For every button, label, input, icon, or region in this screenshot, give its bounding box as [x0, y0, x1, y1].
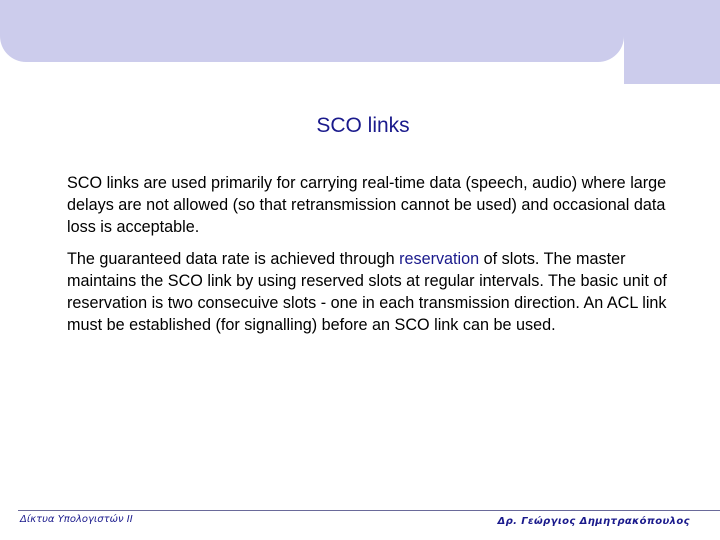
paragraph-reservation-start: The guaranteed data rate is achieved through — [67, 250, 400, 268]
paragraph-reservation-end: of slots. The master maintains the SCO link by using reserved slots at regular intervals. The basic unit of reservation is two consecuive slots - one in each transmission direction. An ACL link must be established (for signalling) before an SCO link can be used. — [67, 250, 667, 334]
slide-title: SCO links — [316, 114, 410, 137]
paragraph-sco-usage: SCO links are used primarily for carrying real-time data (speech, audio) where large delays are not allowed (so that retransmission cannot be used) and occasional data loss is acceptable. — [67, 174, 667, 236]
footer-divider — [18, 510, 720, 511]
paragraph-reservation — [67, 248, 667, 336]
footer-course-name: Δίκτυα Υπολογιστών ΙΙ — [20, 514, 133, 525]
header-band — [0, 0, 624, 62]
header-corner-block — [624, 0, 720, 84]
footer-author: Δρ. Γεώργιος Δημητρακόπουλος — [497, 516, 690, 527]
reservation-highlight: reservation — [399, 250, 480, 268]
header-band-joint — [596, 0, 624, 34]
slide-body — [67, 172, 667, 346]
